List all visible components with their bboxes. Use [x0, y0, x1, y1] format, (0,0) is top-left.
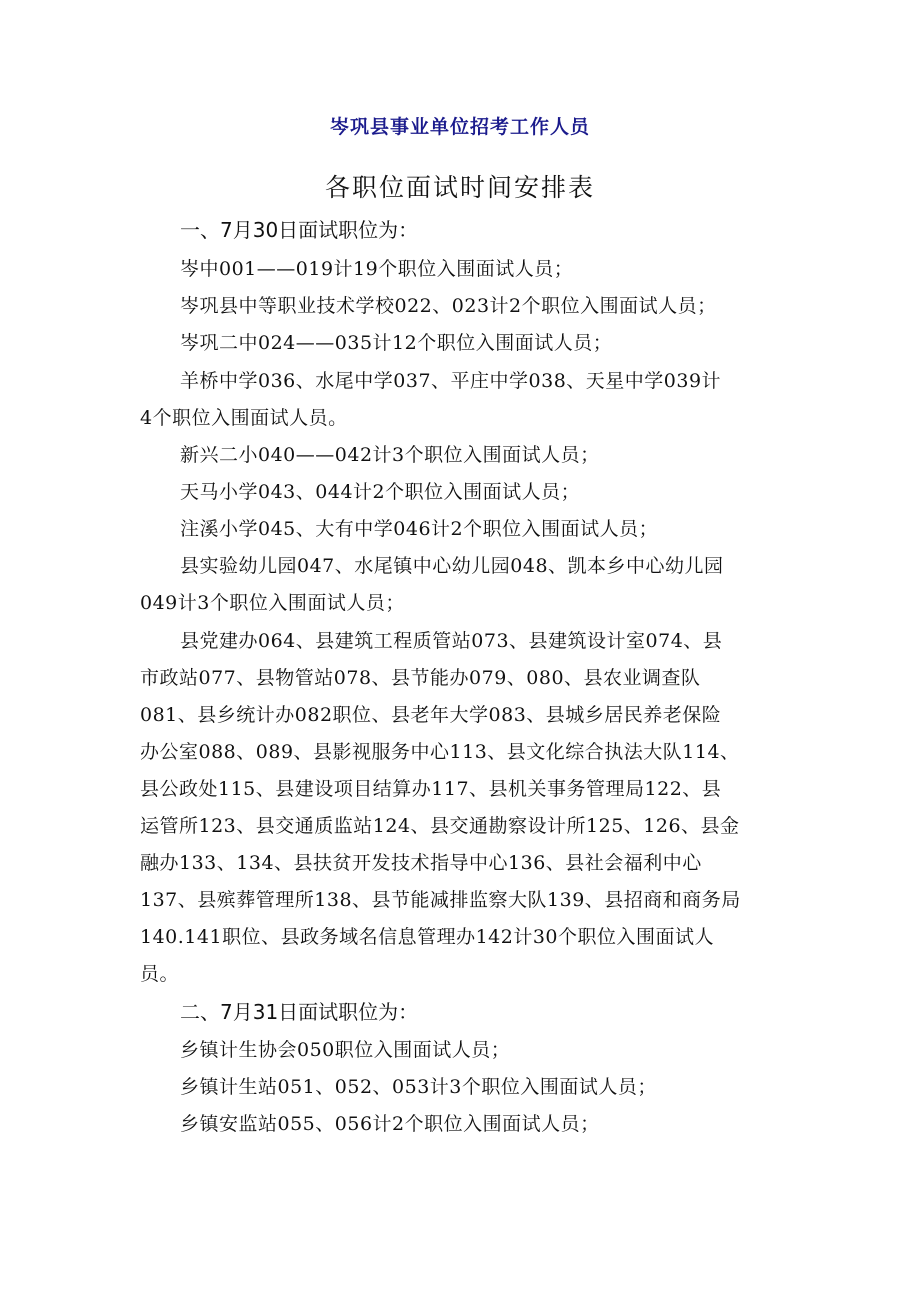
- paragraph-line: 049计3个职位入围面试人员；: [140, 592, 405, 614]
- paragraph-line: 市政站077、县物管站078、县节能办079、080、县农业调查队: [140, 667, 701, 689]
- paragraph-line: 137、县殡葬管理所138、县节能减排监察大队139、县招商和商务局: [140, 889, 741, 911]
- paragraph-line: 岑巩二中024——035计12个职位入围面试人员；: [180, 332, 613, 354]
- paragraph-line: 4个职位入围面试人员。: [140, 407, 348, 429]
- paragraph-line: 注溪小学045、大有中学046计2个职位入围面试人员；: [180, 518, 659, 540]
- section-heading-july-31: 二、7月31日面试职位为：: [180, 1000, 419, 1024]
- paragraph-line: 办公室088、089、县影视服务中心113、县文化综合执法大队114、: [140, 741, 740, 763]
- paragraph-line: 员。: [140, 963, 180, 985]
- paragraph-line: 融办133、134、县扶贫开发技术指导中心136、县社会福利中心: [140, 852, 702, 874]
- document-subtitle: 各职位面试时间安排表: [324, 173, 595, 202]
- paragraph-line: 新兴二小040——042计3个职位入围面试人员；: [180, 444, 600, 466]
- paragraph-line: 羊桥中学036、水尾中学037、平庄中学038、天星中学039计: [180, 370, 722, 392]
- paragraph-line: 乡镇安监站055、056计2个职位入围面试人员；: [180, 1113, 600, 1135]
- paragraph-line: 天马小学043、044计2个职位入围面试人员；: [180, 481, 581, 503]
- paragraph-line: 081、县乡统计办082职位、县老年大学083、县城乡居民养老保险: [140, 704, 722, 726]
- paragraph-line: 乡镇计生协会050职位入围面试人员；: [180, 1039, 511, 1061]
- paragraph-line: 县实验幼儿园047、水尾镇中心幼儿园048、凯本乡中心幼儿园: [180, 555, 724, 577]
- paragraph-line: 岑巩县中等职业技术学校022、023计2个职位入围面试人员；: [180, 295, 717, 317]
- paragraph-line: 140.141职位、县政务域名信息管理办142计30个职位入围面试人: [140, 926, 715, 948]
- section-heading-july-30: 一、7月30日面试职位为：: [180, 218, 419, 242]
- paragraph-line: 岑中001——019计19个职位入围面试人员；: [180, 258, 574, 280]
- paragraph-line: 乡镇计生站051、052、053计3个职位入围面试人员；: [180, 1076, 657, 1098]
- paragraph-line: 县公政处115、县建设项目结算办117、县机关事务管理局122、县: [140, 778, 722, 800]
- paragraph-line: 县党建办064、县建筑工程质管站073、县建筑设计室074、县: [180, 630, 723, 652]
- document-title: 岑巩县事业单位招考工作人员: [329, 116, 590, 138]
- paragraph-line: 运管所123、县交通质监站124、县交通勘察设计所125、126、县金: [140, 815, 740, 837]
